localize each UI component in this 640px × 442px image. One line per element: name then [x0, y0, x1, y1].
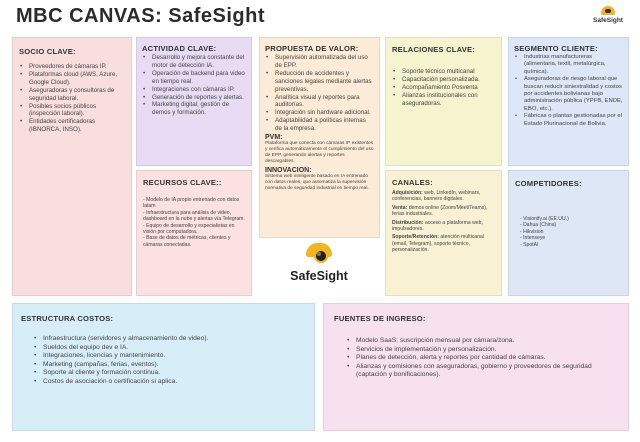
fuentes-ingreso-block — [323, 303, 629, 431]
segmento-cliente-block — [508, 37, 629, 166]
list-item: • Sueldos del equipo dev e IA. — [33, 344, 306, 353]
list-item: • Servicios de implementación y personalización. — [346, 346, 620, 355]
list-item: • Posibles socios públicos (inspección laboral). — [19, 103, 125, 119]
innovacion-heading: INNOVACION: — [265, 166, 312, 174]
list-item: • Marketing (campañas, ferias, eventos). — [33, 361, 306, 370]
list-item: • Fábricas o plantas gestionadas por el Estado Plurinacional de Bolivia. — [514, 113, 624, 128]
list-item: • Operación de backend para video en tiempo real. — [142, 70, 246, 86]
list-item: • Planes de detección, alerta y reportes por cantidad de cámaras. — [346, 354, 620, 363]
recursos-clave-heading: RECURSOS CLAVE:: — [143, 178, 222, 187]
competidor-item: - Visionify.ai (EE.UU.) — [520, 216, 569, 222]
list-item: • Adaptabilidad a políticas internas de la empresa. — [265, 117, 374, 133]
propuesta-valor-block — [259, 37, 380, 238]
list-item: • Integración sin hardware adicional. — [265, 109, 374, 117]
logo-text-small: SafeSight — [593, 17, 623, 24]
pvm-text: Plataforma que conecta con cámaras IP existentes y verifica automáticamente el cumplimiento del uso de EPP, generando alertas y reportes descargables. — [265, 141, 374, 164]
list-item: • Aseguradoras y consultoras de seguridad laboral. — [19, 87, 125, 103]
list-item: • Integraciones, licencias y mantenimiento. — [33, 352, 306, 361]
recursos-line: - Infraestructura para análisis de video, dashboard en la nube y alertas vía Telegram. — [143, 209, 245, 223]
list-item: • Generación de reportes y alertas. — [142, 94, 246, 102]
list-item: • Aseguradoras de riesgo laboral que buscan reducir siniestralidad y costos por accidentes.bolivianas bajo administración pública (YPFB, ENDE, EBO, etc.). — [514, 76, 624, 113]
list-item: • Entidades certificadoras (IBNORCA, INSO). — [19, 118, 125, 134]
innovacion-text: Sistema web inteligente basado en IA entrenado con datos reales, que automatiza la supervisión normativa de seguridad industrial en tiempo real. — [265, 173, 369, 191]
list-item: • Integraciones con cámaras IP. — [142, 86, 246, 94]
competidores-block — [508, 170, 629, 296]
estructura-costos-heading: ESTRUCTURA COSTOS: — [21, 314, 114, 323]
socios-clave-block — [12, 37, 132, 296]
recursos-clave-block — [136, 170, 252, 296]
list-item: • Industrias manufactureras (alimentaria, textil, metalúrgica, química). — [514, 54, 624, 76]
segmento-cliente-heading: SEGMENTO CLIENTE: — [514, 44, 598, 53]
page-title: MBC CANVAS: SafeSight — [16, 5, 266, 27]
helmet-camera-icon — [306, 243, 332, 265]
pvm-heading: PVM: — [265, 134, 283, 142]
competidor-item: - Dahua (China) — [520, 222, 557, 229]
list-item: • Marketing digital, gestión de demos y formación. — [142, 101, 246, 117]
recursos-line: - Base de datos de métricas, clientes y cámaras conectadas. — [143, 235, 231, 248]
list-item: • Plataformas cloud (AWS, Azure, Google Cloud). — [19, 71, 125, 87]
safesight-logo-small — [593, 6, 623, 30]
list-item: • Desarrollo y mejora constante del motor de detección IA. — [142, 54, 246, 70]
list-item: • Proveedores de cámaras IP. — [19, 63, 125, 71]
logo-text: SafeSight — [290, 269, 348, 283]
canal-distribucion: Distribución: acceso a plataforma web, impulsadores. — [392, 219, 483, 233]
recursos-line: - Equipo de desarrollo y especialistas en visión por computadora. — [143, 222, 235, 236]
list-item: • Soporte técnico multicanal — [392, 68, 496, 76]
safesight-logo — [283, 243, 355, 298]
relaciones-clave-heading: RELACIONES CLAVE: — [392, 45, 475, 54]
canales-block — [385, 170, 502, 296]
competidor-item: - Intenseye — [520, 235, 546, 242]
canal-venta: Venta: demos online (Zoom/Meet/Teams), ferias industriales. — [392, 204, 488, 218]
competidor-item: - Hikvision — [520, 228, 544, 235]
actividad-clave-heading: ACTIVIDAD CLAVE: — [142, 44, 217, 53]
list-item: • Costos de asociación o certificación si aplica. — [33, 378, 306, 387]
list-item: • Acompañamiento Posventa — [392, 84, 496, 92]
canales-heading: CANALES: — [392, 178, 433, 187]
list-item: • Supervisión automatizada del uso de EPP. — [265, 54, 374, 70]
recursos-line: - Modelo de IA propio entrenado con datos latam — [143, 197, 240, 210]
estructura-costos-block — [12, 303, 315, 431]
canal-adquisicion: Adquisición: web, LinkedIn, webinars, conferencias, banners digitales. — [392, 190, 481, 203]
list-item: • Modelo SaaS: suscripción mensual por cámara/zona. — [346, 337, 620, 346]
fuentes-ingreso-heading: FUENTES DE INGRESO: — [334, 314, 426, 323]
list-item: • Infraestructura (servidores y almacenamiento de video). — [33, 335, 306, 344]
list-item: • Alianzas y comisiones con aseguradoras, gobierno y proveedores de seguridad (captación y bonificaciones). — [346, 363, 620, 380]
list-item: • Analítica visual y reportes para auditorías. — [265, 94, 374, 110]
relaciones-clave-block — [385, 37, 502, 166]
competidores-heading: COMPETIDORES: — [515, 179, 582, 188]
list-item: • Capacitación personalizada. — [392, 76, 496, 84]
helmet-camera-icon — [601, 6, 615, 15]
list-item: • Alianzas institucionales con aseguradoras. — [392, 92, 496, 108]
canal-soporte: Soporte/Retención: atención multicanal (email, Telegram), soporte técnico, personalización. — [392, 234, 485, 254]
actividad-clave-block — [136, 37, 252, 166]
socios-clave-heading: SOCIO CLAVE: — [19, 47, 76, 56]
propuesta-valor-heading: PROPUESTA DE VALOR: — [265, 44, 359, 53]
competidor-item: - SpotAI — [520, 241, 539, 248]
list-item: • Soporte al cliente y formación continua. — [33, 369, 306, 378]
list-item: • Reducción de accidentes y sanciones legales mediante alertas preventivas. — [265, 70, 374, 94]
